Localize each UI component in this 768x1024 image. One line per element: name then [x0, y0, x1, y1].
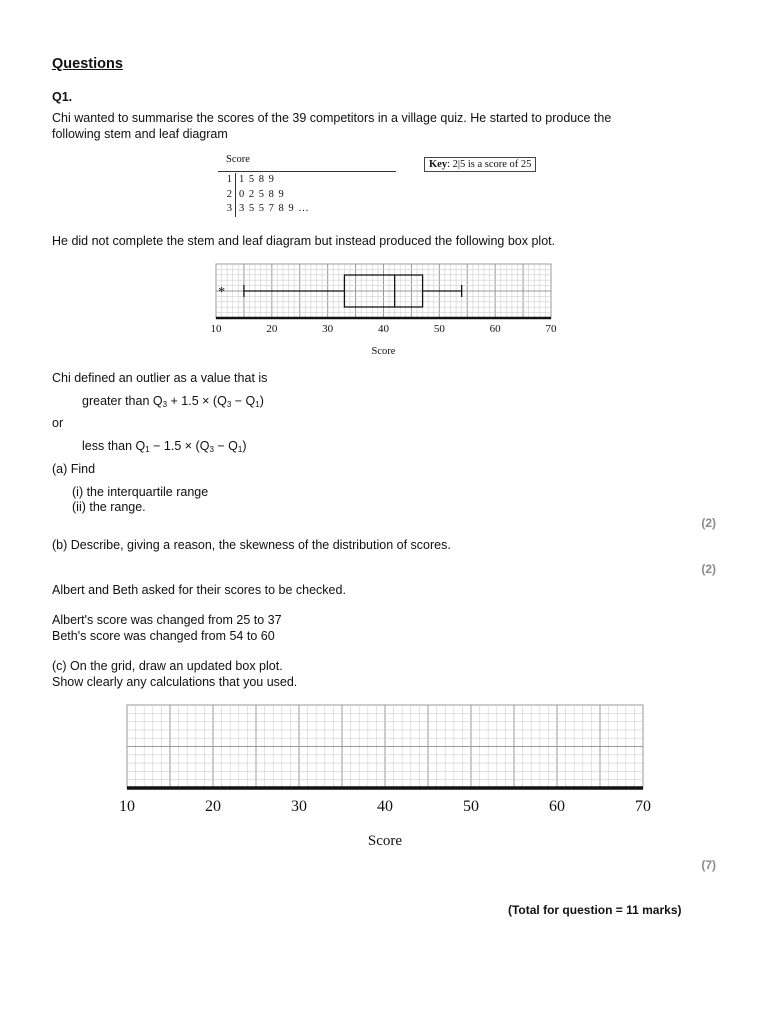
total-marks: (Total for question = 11 marks)	[508, 903, 682, 917]
intro-line-1: Chi wanted to summarise the scores of the 39 competitors in a village quiz. He started to produce the	[52, 111, 612, 125]
x-tick-label: 10	[210, 323, 222, 335]
part-a-label: (a) Find	[52, 462, 96, 476]
stem-leaf-diagram	[218, 154, 398, 217]
part-b-text: (b) Describe, giving a reason, the skewness of the distribution of scores.	[52, 538, 451, 552]
leaf-values: 0 2 5 8 9	[239, 188, 285, 200]
stem-value: 1	[218, 173, 236, 188]
part-c-line-2: Show clearly any calculations that you used.	[52, 675, 298, 689]
key-label: Key	[429, 159, 448, 170]
part-a-marks: (2)	[701, 516, 716, 530]
x-tick-label: 70	[545, 323, 557, 335]
x-tick-label: 40	[378, 323, 389, 335]
outlier-condition-lower: less than $Q_1 - 1.5 \times (Q_3 - Q_1)$	[82, 439, 247, 454]
stem-leaf-row	[218, 202, 398, 217]
x-tick-label: 30	[291, 798, 307, 815]
answer-grid-chart[interactable]	[108, 700, 668, 855]
part-a-i: (i) the interquartile range	[72, 485, 209, 499]
part-a-ii: (ii) the range.	[72, 500, 146, 514]
or-text: or	[52, 416, 64, 430]
answer-grid	[127, 705, 643, 788]
x-axis-label: Score	[367, 833, 403, 849]
x-tick-label: 30	[322, 323, 334, 335]
x-tick-label: 10	[119, 798, 135, 815]
part-c-marks: (7)	[701, 858, 716, 872]
x-tick-label: 60	[549, 798, 565, 815]
x-tick-label: 20	[266, 323, 278, 335]
outlier-marker: *	[218, 285, 226, 300]
outlier-def-intro: Chi defined an outlier as a value that is	[52, 371, 268, 385]
stem-leaf-row	[218, 173, 398, 188]
x-tick-label: 50	[433, 323, 445, 335]
x-tick-label: 50	[463, 798, 479, 815]
leaf-values: 3 5 5 7 8 9 …	[239, 203, 310, 214]
albert-text: Albert's score was changed from 25 to 37	[52, 613, 282, 627]
x-tick-label: 60	[489, 323, 501, 335]
x-axis-label: Score	[371, 346, 396, 357]
outlier-condition-upper: greater than $Q_3 + 1.5 \times (Q_3 - Q_1)$	[82, 394, 264, 409]
checked-text: Albert and Beth asked for their scores to be checked.	[52, 583, 346, 597]
question-label: Q1.	[52, 90, 73, 104]
leaf-values: 1 5 8 9	[239, 174, 275, 185]
part-c-line-1: (c) On the grid, draw an updated box plot.	[52, 659, 283, 673]
boxplot-intro: He did not complete the stem and leaf diagram but instead produced the following box plot.	[52, 234, 556, 248]
stem-value: 2	[218, 188, 236, 203]
beth-text: Beth's score was changed from 54 to 60	[52, 629, 275, 643]
stem-leaf-key	[424, 157, 536, 172]
x-tick-label: 70	[635, 798, 651, 815]
stem-leaf-row	[218, 188, 398, 203]
stem-value: 3	[218, 202, 236, 217]
x-tick-label: 40	[377, 798, 393, 815]
x-tick-label: 20	[205, 798, 221, 815]
part-b-marks: (2)	[701, 562, 716, 576]
page-heading: Questions	[52, 56, 123, 72]
intro-line-2: following stem and leaf diagram	[52, 127, 228, 141]
box-plot-chart	[200, 258, 570, 363]
stem-leaf-header: Score	[226, 154, 250, 165]
key-text: : 2|5 is a score of 25	[447, 159, 532, 170]
